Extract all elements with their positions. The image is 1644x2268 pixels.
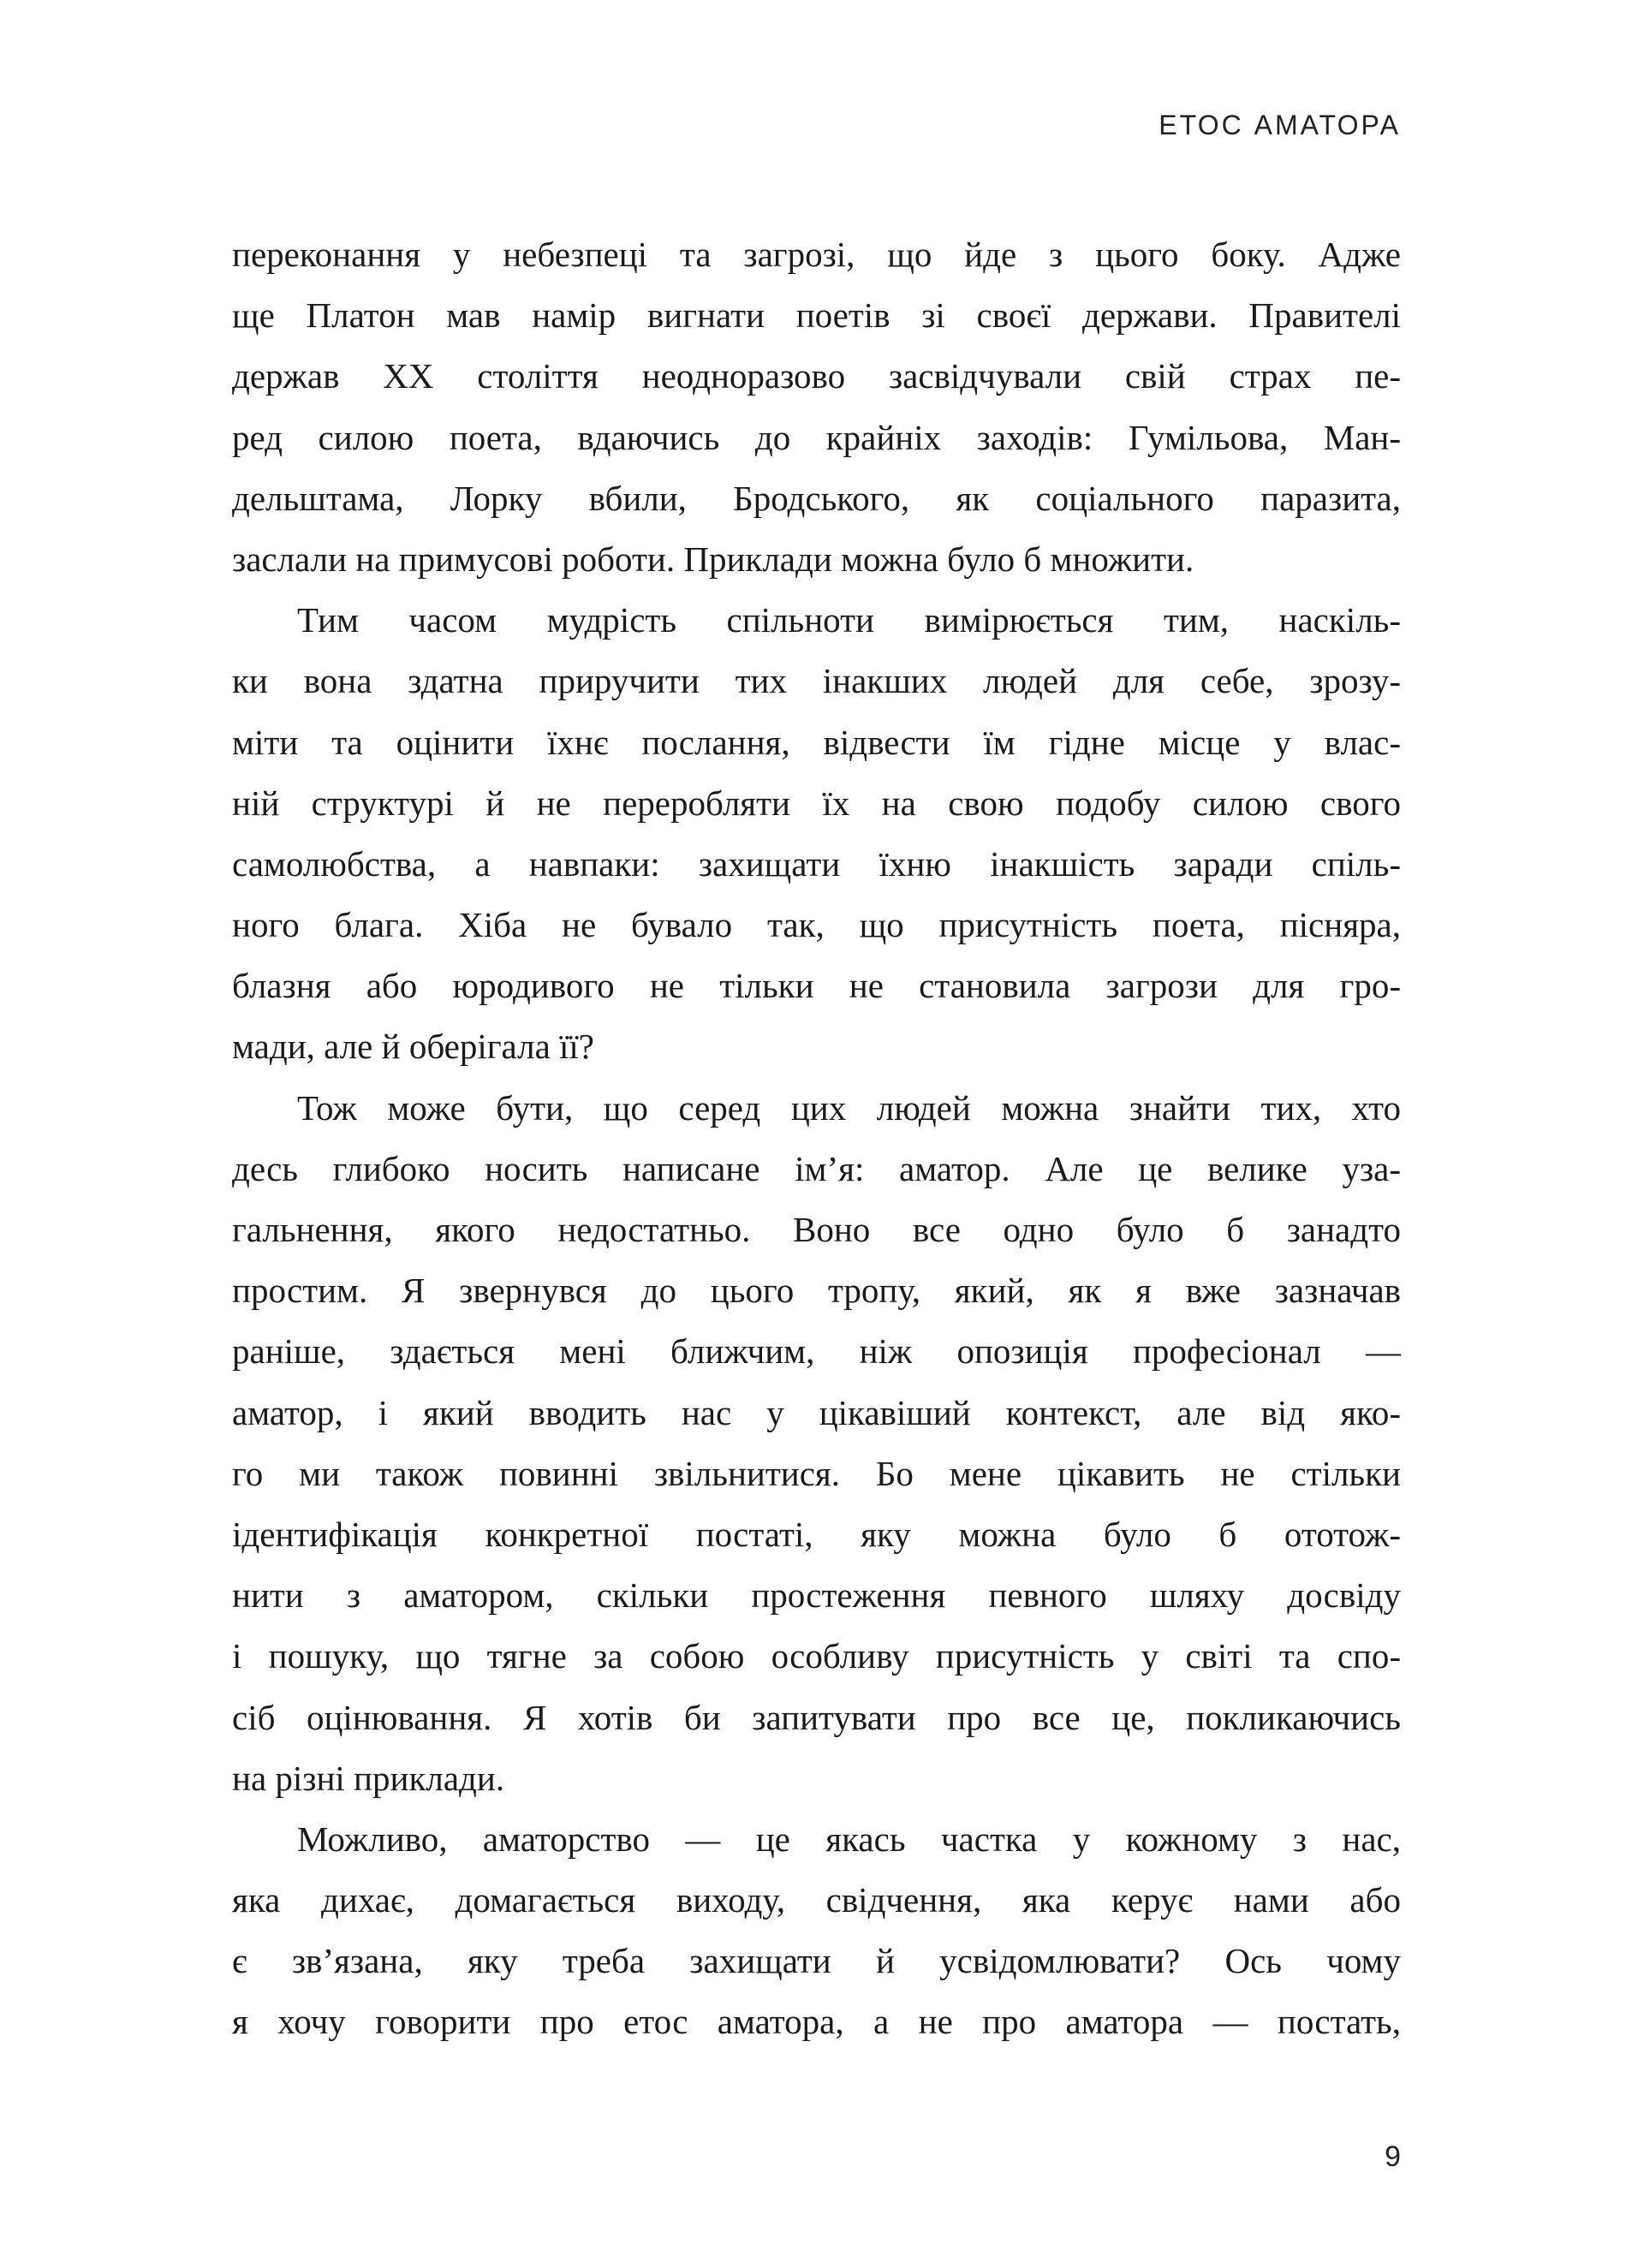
page-number: 9	[1385, 2140, 1401, 2173]
text-line: го ми також повинні звільнитися. Бо мене цікавить не стільки	[232, 1453, 1401, 1493]
text-line: сіб оцінювання. Я хотів би запитувати про все це, покликаючись	[232, 1697, 1401, 1737]
text-line: міти та оцінити їхнє послання, відвести їм гідне місце у влас-	[232, 722, 1401, 762]
text-line: аматор, і який вводить нас у цікавіший контекст, але від яко-	[232, 1392, 1401, 1432]
text-line: я хочу говорити про етос аматора, а не про аматора — постать,	[232, 2002, 1401, 2042]
paragraph	[232, 224, 1401, 590]
text-line: ки вона здатна приручити тих інакших людей для себе, зрозу-	[232, 661, 1401, 701]
text-line: гальнення, якого недостатньо. Воно все одно було б занадто	[232, 1210, 1401, 1249]
text-line: яка дихає, домагається виходу, свідчення, яка керує нами або	[232, 1880, 1401, 1920]
text-line: блазня або юродивого не тільки не становила загрози для гро-	[232, 966, 1401, 1006]
text-line: раніше, здається мені ближчим, ніж опозиція професіонал —	[232, 1331, 1401, 1372]
text-line: Можливо, аматорство — це якась частка у кожному з нас,	[297, 1819, 1401, 1859]
text-line: і пошуку, що тягне за собою особливу присутність у світі та спо-	[232, 1636, 1401, 1676]
text-line: Тож може бути, що серед цих людей можна знайти тих, хто	[297, 1087, 1401, 1128]
text-line: нити з аматором, скільки простеження певного шляху досвіду	[232, 1575, 1401, 1616]
paragraph	[232, 590, 1401, 1078]
text-line: мади, але й оберігала її?	[232, 1027, 594, 1067]
text-line: ред силою поета, вдаючись до крайніх заходів: Гумільова, Ман-	[232, 417, 1401, 457]
text-line: на різні приклади.	[232, 1758, 505, 1798]
text-line: держав XX століття неодноразово засвідчували свій страх пе-	[232, 356, 1401, 396]
paragraph	[232, 1809, 1401, 2053]
body-text	[232, 224, 1401, 2053]
text-line: ще Платон мав намір вигнати поетів зі своєї держави. Правителі	[232, 295, 1401, 336]
text-line: Тим часом мудрість спільноти вимірюється тим, наскіль-	[297, 600, 1401, 640]
text-line: самолюбства, а навпаки: захищати їхню інакшість заради спіль-	[232, 843, 1401, 884]
text-line: переконання у небезпеці та загрозі, що йде з цього боку. Адже	[232, 235, 1401, 274]
text-line: ного блага. Хіба не бувало так, що присутність поета, пісняра,	[232, 905, 1401, 945]
text-line: є зв’язана, яку треба захищати й усвідомлювати? Ось чому	[232, 1941, 1401, 1981]
text-line: ідентифікація конкретної постаті, яку можна було б ототож-	[232, 1514, 1401, 1554]
text-line: простим. Я звернувся до цього тропу, який, як я вже зазначав	[232, 1271, 1401, 1311]
paragraph	[232, 1078, 1401, 1809]
text-line: дельштама, Лорку вбили, Бродського, як соціального паразита,	[232, 478, 1401, 518]
text-line: заслали на примусові роботи. Приклади можна було б множити.	[232, 539, 1194, 579]
text-line: ній структурі й не переробляти їх на свою подобу силою свого	[232, 783, 1401, 823]
text-line: десь глибоко носить написане ім’я: аматор. Але це велике уза-	[232, 1148, 1401, 1188]
running-head: ЕТОС АМАТОРА	[1159, 110, 1401, 140]
